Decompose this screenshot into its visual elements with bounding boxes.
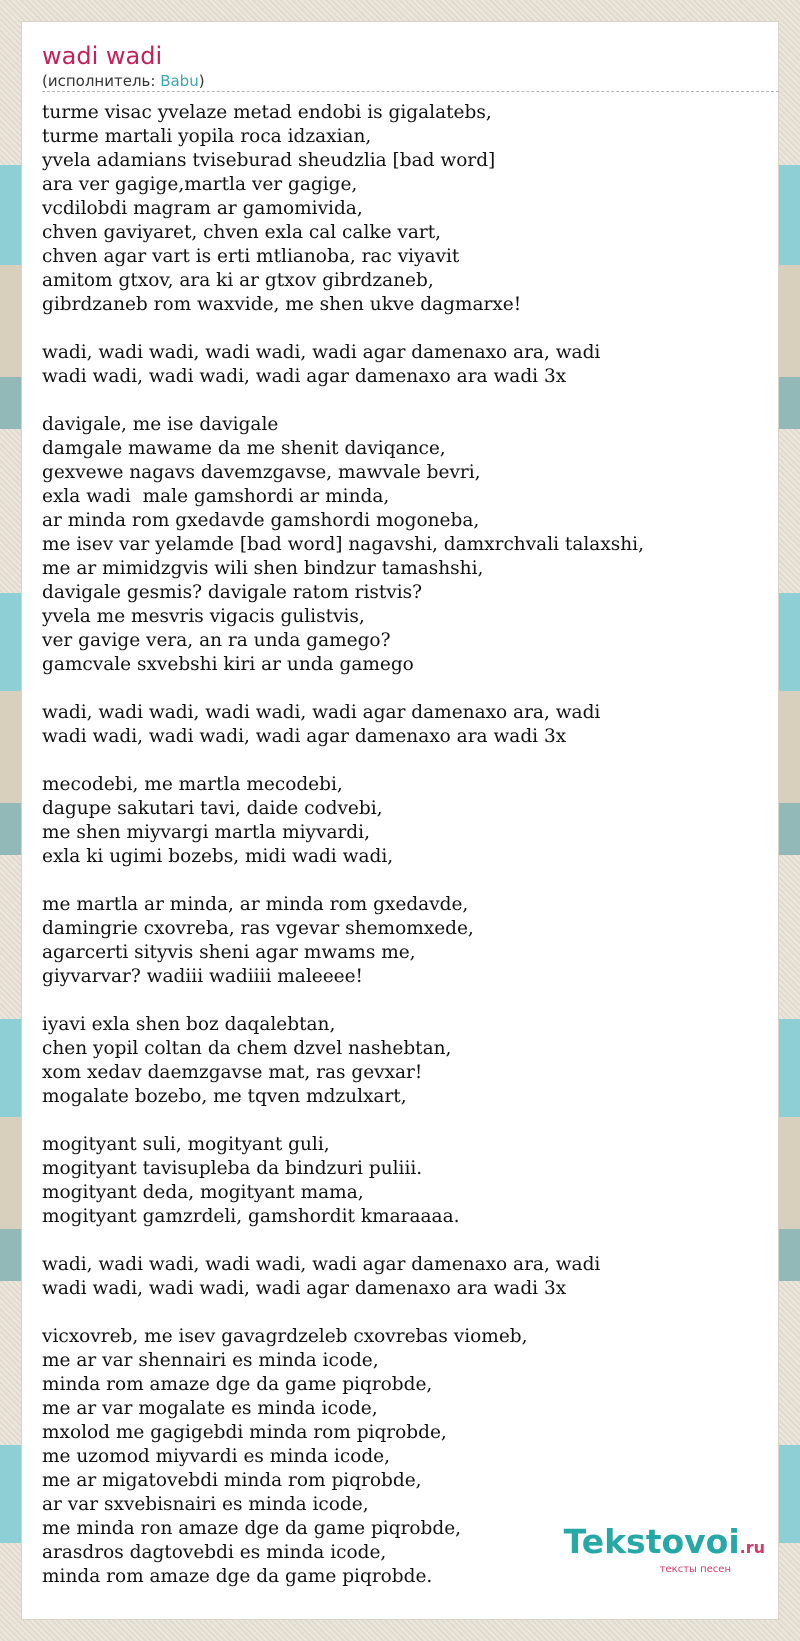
lyrics-text	[42, 101, 762, 1589]
logo-wordmark	[564, 1524, 765, 1566]
lyrics-line: ara ver gagige,martla ver gagige,	[42, 174, 358, 195]
lyrics-line: gibrdzaneb rom waxvide, me shen ukve dagmarxe!	[42, 294, 522, 315]
lyrics-line: turme martali yopila roca idzaxian,	[42, 126, 372, 147]
lyrics-line: me ar mimidzgvis wili shen bindzur tamashshi,	[42, 558, 484, 579]
lyrics-card	[21, 21, 779, 1620]
lyrics-line: mogityant tavisupleba da bindzuri puliii.	[42, 1158, 423, 1179]
song-title: wadi wadi	[42, 42, 163, 70]
lyrics-line: iyavi exla shen boz daqalebtan,	[42, 1014, 336, 1035]
lyrics-line: me uzomod miyvardi es minda icode,	[42, 1446, 390, 1467]
lyrics-line: mogityant suli, mogityant guli,	[42, 1134, 330, 1155]
lyrics-blank-line	[42, 317, 762, 341]
lyrics-line: wadi wadi, wadi wadi, wadi agar damenaxo ara wadi 3x	[42, 726, 567, 747]
site-logo[interactable]	[564, 1524, 765, 1576]
lyrics-line: mxolod me gagigebdi minda rom piqrobde,	[42, 1422, 447, 1443]
lyrics-blank-line	[42, 989, 762, 1013]
logo-tld: .ru	[739, 1538, 765, 1557]
lyrics-line: chven agar vart is erti mtlianoba, rac viyavit	[42, 246, 460, 267]
logo-name: Tekstovoi	[563, 1522, 740, 1561]
lyrics-line: dagupe sakutari tavi, daide codvebi,	[42, 798, 383, 819]
lyrics-blank-line	[42, 1109, 762, 1133]
lyrics-line: arasdros dagtovebdi es minda icode,	[42, 1542, 387, 1563]
lyrics-blank-line	[42, 749, 762, 773]
lyrics-line: mecodebi, me martla mecodebi,	[42, 774, 343, 795]
lyrics-line: amitom gtxov, ara ki ar gtxov gibrdzaneb,	[42, 270, 434, 291]
lyrics-line: davigale, me ise davigale	[42, 414, 279, 435]
lyrics-line: yvela adamians tviseburad sheudzlia [bad word]	[42, 150, 496, 171]
lyrics-line: me shen miyvargi martla miyvardi,	[42, 822, 370, 843]
lyrics-line: agarcerti sityvis sheni agar mwams me,	[42, 942, 416, 963]
logo-tagline: тексты песен	[659, 1564, 731, 1575]
lyrics-blank-line	[42, 389, 762, 413]
lyrics-line: mogalate bozebo, me tqven mdzulxart,	[42, 1086, 407, 1107]
lyrics-line: chven gaviyaret, chven exla cal calke vart,	[42, 222, 442, 243]
lyrics-line: me martla ar minda, ar minda rom gxedavde,	[42, 894, 469, 915]
lyrics-line: damgale mawame da me shenit daviqance,	[42, 438, 446, 459]
lyrics-blank-line	[42, 1229, 762, 1253]
lyrics-line: wadi, wadi wadi, wadi wadi, wadi agar damenaxo ara, wadi	[42, 702, 601, 723]
lyrics-line: chen yopil coltan da chem dzvel nashebtan,	[42, 1038, 452, 1059]
lyrics-line: gexvewe nagavs davemzgavse, mawvale bevri,	[42, 462, 481, 483]
lyrics-line: wadi wadi, wadi wadi, wadi agar damenaxo ara wadi 3x	[42, 1278, 567, 1299]
title-divider	[42, 91, 779, 92]
artist-prefix: (исполнитель:	[42, 72, 161, 90]
artist-link[interactable]: Babu	[160, 72, 199, 90]
lyrics-line: me ar var shennairi es minda icode,	[42, 1350, 379, 1371]
lyrics-line: wadi, wadi wadi, wadi wadi, wadi agar damenaxo ara, wadi	[42, 342, 601, 363]
artist-suffix: )	[198, 72, 205, 90]
lyrics-line: me isev var yelamde [bad word] nagavshi, damxrchvali talaxshi,	[42, 534, 644, 555]
lyrics-line: minda rom amaze dge da game piqrobde,	[42, 1374, 433, 1395]
lyrics-line: me ar migatovebdi minda rom piqrobde,	[42, 1470, 422, 1491]
lyrics-line: yvela me mesvris vigacis gulistvis,	[42, 606, 365, 627]
lyrics-blank-line	[42, 869, 762, 893]
lyrics-line: mogityant gamzrdeli, gamshordit kmaraaaa.	[42, 1206, 460, 1227]
lyrics-line: ar minda rom gxedavde gamshordi mogoneba,	[42, 510, 480, 531]
lyrics-line: xom xedav daemzgavse mat, ras gevxar!	[42, 1062, 423, 1083]
lyrics-line: ar var sxvebisnairi es minda icode,	[42, 1494, 369, 1515]
artist-line	[42, 71, 205, 91]
lyrics-blank-line	[42, 677, 762, 701]
lyrics-line: turme visac yvelaze metad endobi is gigalatebs,	[42, 102, 492, 123]
lyrics-line: giyvarvar? wadiii wadiiii maleeee!	[42, 966, 363, 987]
lyrics-line: me minda ron amaze dge da game piqrobde,	[42, 1518, 462, 1539]
lyrics-line: wadi wadi, wadi wadi, wadi agar damenaxo ara wadi 3x	[42, 366, 567, 387]
lyrics-line: vicxovreb, me isev gavagrdzeleb cxovrebas viomeb,	[42, 1326, 528, 1347]
lyrics-line: ver gavige vera, an ra unda gamego?	[42, 630, 391, 651]
lyrics-line: minda rom amaze dge da game piqrobde.	[42, 1566, 433, 1587]
lyrics-blank-line	[42, 1301, 762, 1325]
lyrics-line: gamcvale sxvebshi kiri ar unda gamego	[42, 654, 414, 675]
lyrics-line: davigale gesmis? davigale ratom ristvis?	[42, 582, 423, 603]
lyrics-line: damingrie cxovreba, ras vgevar shemomxede,	[42, 918, 474, 939]
lyrics-line: wadi, wadi wadi, wadi wadi, wadi agar damenaxo ara, wadi	[42, 1254, 601, 1275]
lyrics-line: exla wadi male gamshordi ar minda,	[42, 486, 390, 507]
lyrics-line: me ar var mogalate es minda icode,	[42, 1398, 378, 1419]
lyrics-line: exla ki ugimi bozebs, midi wadi wadi,	[42, 846, 394, 867]
lyrics-line: vcdilobdi magram ar gamomivida,	[42, 198, 363, 219]
lyrics-line: mogityant deda, mogityant mama,	[42, 1182, 364, 1203]
